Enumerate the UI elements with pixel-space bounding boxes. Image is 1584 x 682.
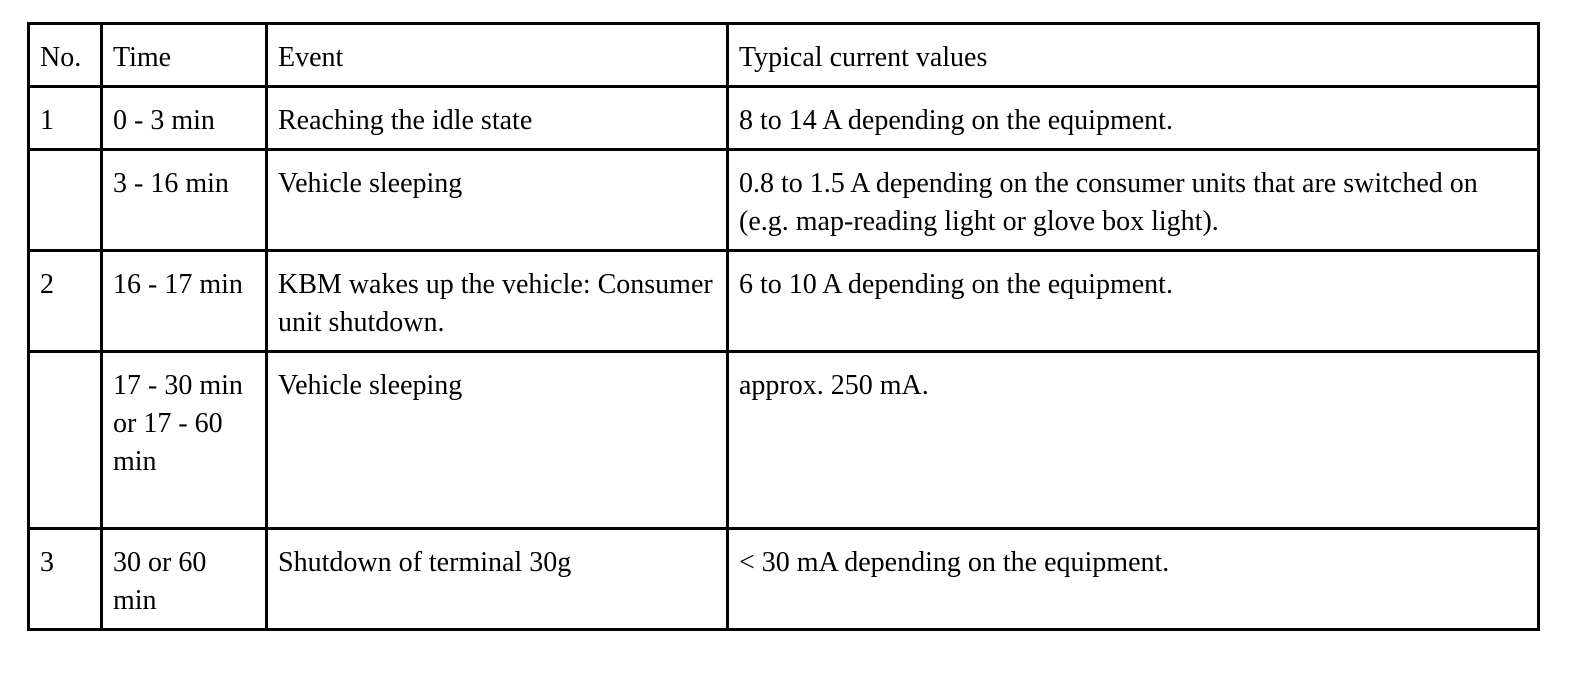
cell-values: 6 to 10 A depending on the equipment.	[728, 251, 1539, 352]
cell-time: 17 - 30 min or 17 - 60 min	[102, 352, 267, 529]
header-values: Typical current values	[728, 24, 1539, 87]
cell-event: Vehicle sleeping	[267, 352, 728, 529]
cell-no: 3	[29, 529, 102, 630]
cell-values: < 30 mA depending on the equipment.	[728, 529, 1539, 630]
table-row	[29, 529, 1539, 630]
cell-event: Reaching the idle state	[267, 87, 728, 150]
cell-time: 16 - 17 min	[102, 251, 267, 352]
cell-no: 1	[29, 87, 102, 150]
cell-event: KBM wakes up the vehicle: Consumer unit shutdown.	[267, 251, 728, 352]
table-row	[29, 150, 1539, 251]
header-event: Event	[267, 24, 728, 87]
cell-event: Vehicle sleeping	[267, 150, 728, 251]
cell-no	[29, 352, 102, 529]
header-time: Time	[102, 24, 267, 87]
cell-no	[29, 150, 102, 251]
table-row	[29, 251, 1539, 352]
cell-time: 30 or 60 min	[102, 529, 267, 630]
cell-values: approx. 250 mA.	[728, 352, 1539, 529]
cell-event: Shutdown of terminal 30g	[267, 529, 728, 630]
table-header-row	[29, 24, 1539, 87]
cell-time: 0 - 3 min	[102, 87, 267, 150]
header-no: No.	[29, 24, 102, 87]
current-values-table	[27, 22, 1540, 631]
cell-values: 8 to 14 A depending on the equipment.	[728, 87, 1539, 150]
cell-values: 0.8 to 1.5 A depending on the consumer units that are switched on (e.g. map-reading light or glove box light).	[728, 150, 1539, 251]
table-row	[29, 87, 1539, 150]
cell-time: 3 - 16 min	[102, 150, 267, 251]
table-row	[29, 352, 1539, 529]
cell-no: 2	[29, 251, 102, 352]
